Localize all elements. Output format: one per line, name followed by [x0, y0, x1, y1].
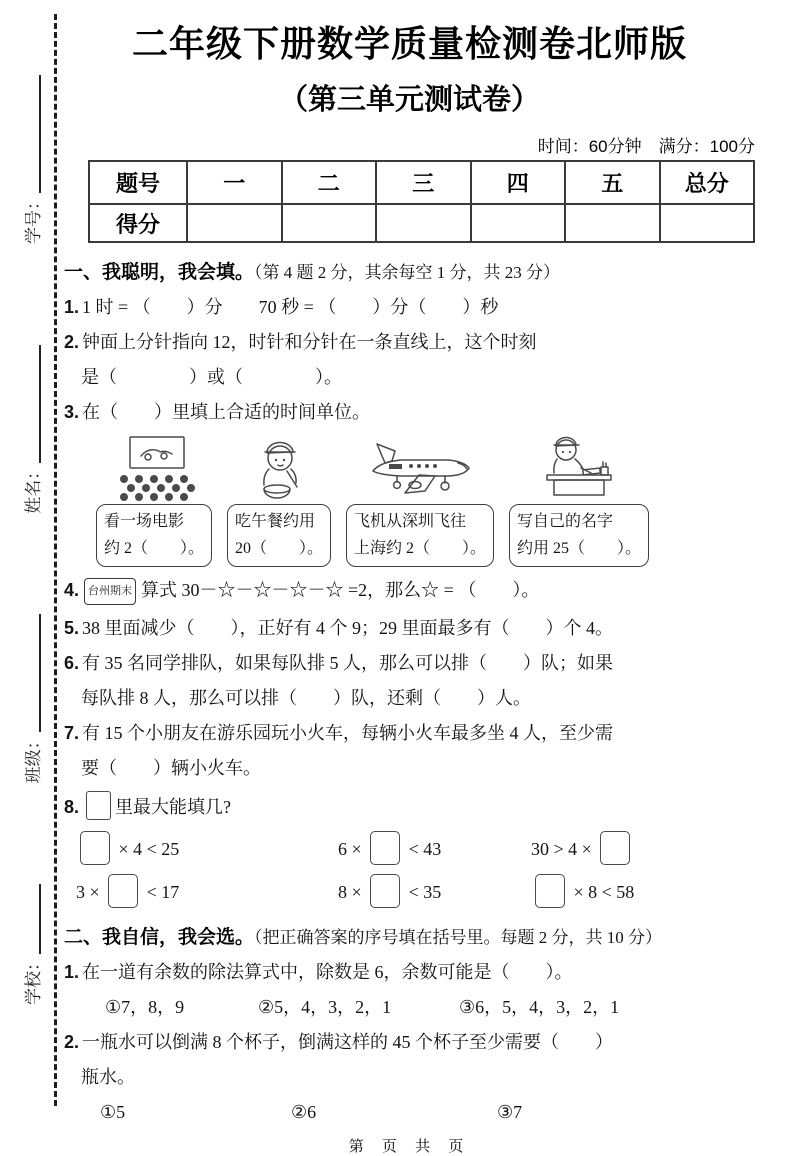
- question-number: 5.: [64, 618, 80, 639]
- option-3: ③6，5，4，3，2，1: [459, 997, 620, 1018]
- option-1: ①7，8，9: [105, 997, 185, 1018]
- question-7-continued: 要（ ）辆小火车。: [81, 758, 261, 779]
- expression-text: 6 ×: [338, 839, 367, 860]
- question-3: [64, 400, 755, 424]
- expression-text: × 4 < 25: [114, 839, 180, 860]
- inequality-expression: [531, 874, 755, 908]
- fill-box: [370, 874, 400, 908]
- fill-line: [37, 884, 41, 954]
- question-number: 2.: [64, 332, 80, 352]
- question-6-continued: 每队排 8 人，那么可以排（ ）队，还剩（ ）人。: [81, 688, 531, 709]
- airplane-item: [346, 439, 494, 567]
- time-unit-illustrations: [96, 435, 755, 567]
- score-cell: [187, 204, 282, 242]
- question-text: 1 时 = （ ）分 70 秒 = （ ）分（ ）秒: [82, 297, 499, 317]
- caption-line: 约 2（ ）。: [104, 540, 205, 558]
- fill-box: [80, 831, 110, 865]
- fill-line: [37, 614, 41, 732]
- score-cell: [660, 204, 755, 242]
- question-6: [64, 651, 755, 675]
- name-field: [19, 345, 44, 514]
- question-text: 有 35 名同学排队，如果每队排 5 人，那么可以排（ ）队；如果: [82, 653, 614, 674]
- inequality-expression: [338, 874, 531, 908]
- score-table: [88, 160, 755, 243]
- option-3: ③7: [497, 1102, 523, 1123]
- expression-text: < 35: [404, 882, 442, 903]
- caption-line: 20（ ）。: [235, 540, 324, 558]
- page-subtitle: （第三单元测试卷）: [278, 84, 540, 116]
- school-field: [19, 884, 44, 1005]
- question-number: 4.: [64, 580, 80, 601]
- fill-line: [37, 345, 41, 463]
- question-2: [64, 330, 755, 354]
- question-number: 1.: [64, 962, 80, 983]
- question-5: [64, 616, 755, 640]
- fill-box: [108, 874, 138, 908]
- caption-line: 飞机从深圳飞往: [354, 513, 467, 530]
- cinema-icon: [108, 435, 200, 501]
- question-2-continued: 是（ ）或（ ）。: [81, 367, 342, 387]
- question-number: 7.: [64, 723, 80, 744]
- score-cell: [471, 204, 566, 242]
- question-text: 在（ ）里填上合适的时间单位。: [82, 402, 371, 422]
- eating-icon: [244, 435, 314, 501]
- score-header-cell: 总分: [660, 161, 755, 204]
- fill-box: [86, 791, 111, 820]
- writing-item: [509, 435, 649, 567]
- caption-line: 看一场电影: [104, 513, 185, 530]
- question-number: 8.: [64, 797, 80, 818]
- score-header-cell: 三: [376, 161, 471, 204]
- page-footer: 第 页 共 页: [348, 1138, 471, 1156]
- caption-box-airplane: [346, 504, 494, 567]
- inequality-expression: [531, 831, 755, 865]
- expression-text: 3 ×: [76, 882, 105, 903]
- question-text: 有 15 个小朋友在游乐园玩小火车，每辆小火车最多坐 4 人，至少需: [82, 723, 614, 744]
- score-row-label: 得分: [89, 204, 187, 242]
- question-text: 一瓶水可以倒满 8 个杯子，倒满这样的 45 个杯子至少需要（ ）: [82, 1032, 614, 1053]
- question-text: 算式 30－☆－☆－☆－☆ =2，那么☆ = （ ）。: [141, 580, 540, 601]
- question-4: [64, 578, 755, 605]
- student-id-label: 学号：: [24, 193, 43, 245]
- inequality-grid: [76, 831, 755, 908]
- caption-box-writing: [509, 504, 649, 567]
- exam-page: [64, 0, 755, 1156]
- option-1: ①5: [100, 1102, 126, 1123]
- fill-box: [535, 874, 565, 908]
- question-text: 38 里面减少（ ），正好有 4 个 9；29 里面最多有（ ）个 4。: [82, 618, 614, 639]
- class-field: [19, 614, 44, 783]
- question-7: [64, 721, 755, 745]
- page-title: 二年级下册数学质量检测卷北师版: [131, 23, 687, 64]
- section-1-title: 一、我聪明，我会填。: [64, 262, 255, 283]
- expression-text: 30 > 4 ×: [531, 839, 597, 860]
- question-text: 在一道有余数的除法算式中，除数是 6，余数可能是（ ）。: [82, 962, 573, 983]
- fill-box: [370, 831, 400, 865]
- section-2-title: 二、我自信，我会选。: [64, 927, 255, 949]
- source-badge: 台州期末: [84, 578, 136, 605]
- caption-line: 上海约 2（ ）。: [354, 540, 487, 558]
- choice-question-1-options: [105, 995, 755, 1019]
- choice-question-2-continued: 瓶水。: [81, 1067, 135, 1088]
- question-number: 1.: [64, 297, 80, 317]
- choice-question-2: [64, 1030, 755, 1054]
- section-2-heading: [64, 922, 755, 949]
- option-2: ②6: [291, 1102, 317, 1123]
- score-header-cell: 二: [282, 161, 377, 204]
- fill-box: [600, 831, 630, 865]
- class-label: 班级：: [24, 732, 43, 784]
- expression-text: < 17: [142, 882, 180, 903]
- inequality-expression: [76, 874, 338, 908]
- fill-line: [37, 75, 41, 193]
- question-text: 钟面上分针指向 12，时针和分针在一条直线上，这个时刻: [82, 332, 537, 352]
- student-id-field: [19, 75, 44, 244]
- question-text: 里最大能填几?: [115, 797, 232, 818]
- seal-dashed-line: [54, 14, 57, 1106]
- question-number: 2.: [64, 1032, 80, 1053]
- option-2: ②5，4，3，2，1: [258, 997, 392, 1018]
- score-cell: [282, 204, 377, 242]
- score-header-cell: 五: [565, 161, 660, 204]
- caption-box-lunch: [227, 504, 331, 567]
- caption-line: 写自己的名字: [517, 513, 614, 530]
- caption-line: 约用 25（ ）。: [517, 540, 642, 558]
- score-cell: [376, 204, 471, 242]
- expression-text: 8 ×: [338, 882, 367, 903]
- section-2-note: （把正确答案的序号填在括号里。每题 2 分，共 10 分）: [254, 928, 663, 948]
- score-table-score-row: [89, 204, 754, 242]
- school-label: 学校：: [24, 954, 43, 1005]
- score-cell: [565, 204, 660, 242]
- airplane-icon: [365, 439, 475, 501]
- question-number: 6.: [64, 653, 80, 674]
- exam-time-score-info: 时间：60分钟 满分：100分: [537, 137, 755, 156]
- score-header-cell: 四: [471, 161, 566, 204]
- choice-question-1: [64, 960, 755, 984]
- inequality-expression: [338, 831, 531, 865]
- expression-text: × 8 < 58: [569, 882, 635, 903]
- section-1-heading: [64, 257, 755, 284]
- inequality-expression: [76, 831, 338, 865]
- caption-line: 吃午餐约用: [235, 513, 316, 530]
- expression-text: < 43: [404, 839, 442, 860]
- student-info-margin: [0, 75, 44, 1005]
- score-header-cell: 一: [187, 161, 282, 204]
- score-header-cell: 题号: [89, 161, 187, 204]
- question-8: [64, 791, 755, 820]
- question-1: [64, 295, 755, 319]
- question-number: 3.: [64, 402, 80, 422]
- cinema-item: [96, 435, 212, 567]
- caption-box-cinema: [96, 504, 212, 567]
- score-table-header-row: [89, 161, 754, 204]
- writing-icon: [533, 435, 625, 501]
- section-1-note: （第 4 题 2 分，其余每空 1 分，共 23 分）: [254, 263, 561, 282]
- name-label: 姓名：: [24, 462, 43, 514]
- lunch-item: [227, 435, 331, 567]
